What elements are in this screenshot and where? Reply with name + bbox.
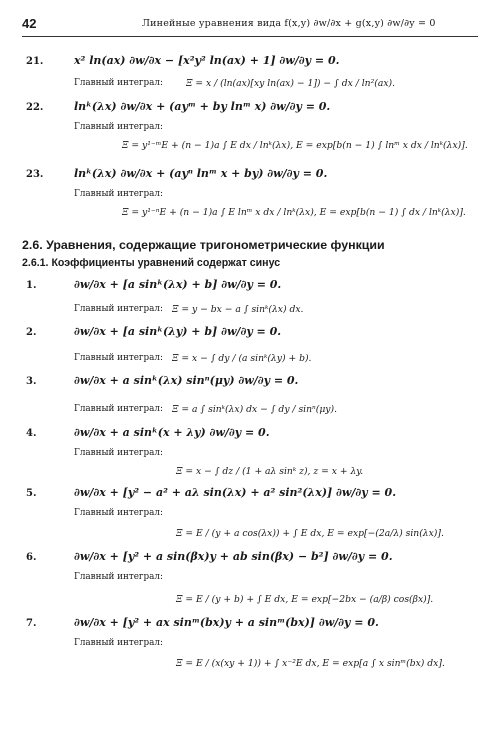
- entry-number: 4.: [26, 428, 37, 439]
- integral-formula: Ξ = y¹⁻ⁿE + (n − 1)a ∫ E lnᵐ x dx / lnᵏ(λx), E = exp[b(n − 1) ∫ dx / lnᵏ(λx)].: [122, 207, 466, 218]
- equation: ∂w/∂x + a sinᵏ(λx) sinⁿ(μy) ∂w/∂y = 0.: [74, 374, 299, 387]
- integral-label: Главный интеграл:: [74, 78, 163, 88]
- integral-formula: Ξ = y − bx − a ∫ sinᵏ(λx) dx.: [172, 304, 304, 315]
- integral-formula: Ξ = x − ∫ dz / (1 + aλ sinᵏ z), z = x + λy.: [176, 466, 364, 477]
- integral-label: Главный интеграл:: [74, 638, 163, 648]
- section-title: 2.6. Уравнения, содержащие тригонометрические функции: [22, 238, 385, 252]
- integral-label: Главный интеграл:: [74, 508, 163, 518]
- equation: ∂w/∂x + a sinᵏ(x + λy) ∂w/∂y = 0.: [74, 426, 270, 439]
- integral-formula: Ξ = y¹⁻ᵐE + (n − 1)a ∫ E dx / lnᵏ(λx), E = exp[b(n − 1) ∫ lnᵐ x dx / lnᵏ(λx)].: [122, 140, 468, 151]
- entry-number: 23.: [26, 169, 44, 180]
- integral-label: Главный интеграл:: [74, 122, 163, 132]
- entry-number: 2.: [26, 327, 37, 338]
- page-number: 42: [22, 16, 37, 31]
- equation: x² ln(ax) ∂w/∂x − [x²y² ln(ax) + 1] ∂w/∂y = 0.: [74, 54, 340, 67]
- equation: ∂w/∂x + [y² + a sin(βx)y + ab sin(βx) − b²] ∂w/∂y = 0.: [74, 550, 393, 563]
- integral-formula: Ξ = x − ∫ dy / (a sinᵏ(λy) + b).: [172, 353, 312, 364]
- integral-label: Главный интеграл:: [74, 448, 163, 458]
- running-title: Линейные уравнения вида f(x,y) ∂w/∂x + g(x,y) ∂w/∂y = 0: [142, 18, 436, 29]
- equation: ∂w/∂x + [a sinᵏ(λy) + b] ∂w/∂y = 0.: [74, 325, 282, 338]
- page-header: [22, 16, 478, 36]
- integral-label: Главный интеграл:: [74, 572, 163, 582]
- entry-number: 3.: [26, 376, 37, 387]
- integral-formula: Ξ = a ∫ sinᵏ(λx) dx − ∫ dy / sinⁿ(μy).: [172, 404, 337, 415]
- integral-formula: Ξ = E / (y + a cos(λx)) + ∫ E dx, E = exp[−(2a/λ) sin(λx)].: [176, 528, 444, 539]
- equation: lnᵏ(λx) ∂w/∂x + (ayᵐ + by lnᵐ x) ∂w/∂y = 0.: [74, 100, 331, 113]
- subsection-title: 2.6.1. Коэффициенты уравнений содержат синус: [22, 257, 281, 269]
- entry-number: 5.: [26, 488, 37, 499]
- integral-formula: Ξ = x / (ln(ax)[xy ln(ax) − 1]) − ∫ dx / ln²(ax).: [186, 78, 396, 89]
- integral-label: Главный интеграл:: [74, 304, 163, 314]
- entry-number: 7.: [26, 618, 37, 629]
- equation: ∂w/∂x + [y² − a² + aλ sin(λx) + a² sin²(λx)] ∂w/∂y = 0.: [74, 486, 397, 499]
- entry-number: 21.: [26, 56, 44, 67]
- integral-label: Главный интеграл:: [74, 189, 163, 199]
- entry-number: 22.: [26, 102, 44, 113]
- integral-label: Главный интеграл:: [74, 353, 163, 363]
- header-rule: [22, 36, 478, 37]
- integral-formula: Ξ = E / (y + b) + ∫ E dx, E = exp[−2bx − (a/β) cos(βx)].: [176, 594, 434, 605]
- equation: ∂w/∂x + [a sinᵏ(λx) + b] ∂w/∂y = 0.: [74, 278, 282, 291]
- entry-number: 1.: [26, 280, 37, 291]
- equation: lnᵏ(λx) ∂w/∂x + (ayⁿ lnᵐ x + by) ∂w/∂y = 0.: [74, 167, 328, 180]
- integral-label: Главный интеграл:: [74, 404, 163, 414]
- integral-formula: Ξ = E / (x(xy + 1)) + ∫ x⁻²E dx, E = exp[a ∫ x sinᵐ(bx) dx].: [176, 658, 445, 669]
- equation: ∂w/∂x + [y² + ax sinᵐ(bx)y + a sinᵐ(bx)] ∂w/∂y = 0.: [74, 616, 379, 629]
- entry-number: 6.: [26, 552, 37, 563]
